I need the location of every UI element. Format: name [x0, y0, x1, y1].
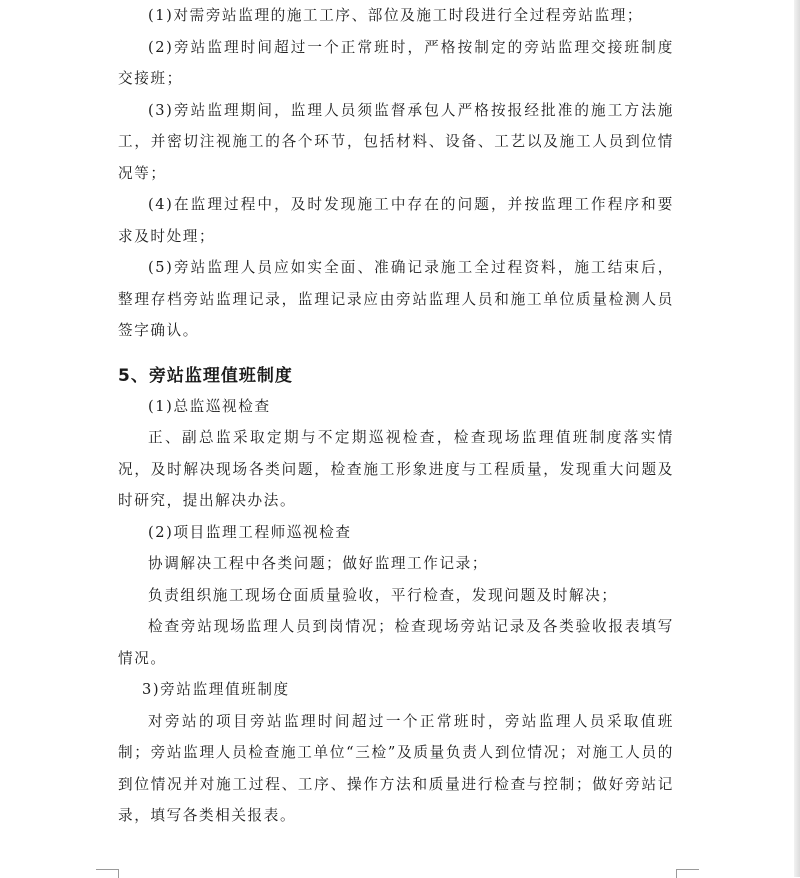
subsection-2-title: (2)项目监理工程师巡视检查: [148, 523, 352, 541]
method-item-4: (4)在监理过程中，及时发现施工中存在的问题，并按监理工作程序和要求及时处理；: [118, 196, 674, 245]
method-item-1: (1)对需旁站监理的施工工序、部位及施工时段进行全过程旁站监理；: [148, 7, 644, 24]
section-5-heading: 5、旁站监理值班制度: [118, 365, 293, 386]
document-body: [118, 0, 674, 832]
method-item-2: (2)旁站监理时间超过一个正常班时，严格按制定的旁站监理交接班制度交接班；: [118, 38, 674, 87]
method-item-5: (5)旁站监理人员应如实全面、准确记录施工全过程资料，施工结束后，整理存档旁站监理记录，监理记录应由旁站监理人员和施工单位质量检测人员签字确认。: [118, 259, 674, 339]
subsection-1-title: (1)总监巡视检查: [148, 397, 271, 415]
page-edge-shadow: [794, 0, 800, 877]
subsection-2-line-1: 协调解决工程中各类问题；做好监理工作记录；: [148, 555, 489, 572]
subsection-2-line-2: 负责组织施工现场仓面质量验收，平行检查，发现问题及时解决；: [148, 586, 618, 604]
subsection-3-body: 对旁站的项目旁站监理时间超过一个正常班时，旁站监理人员采取值班制；旁站监理人员检查施工单位“三检”及质量负责人到位情况；对施工人员的到位情况并对施工过程、工序、操作方法和质量进行检查与控制；做好旁站记录，填写各类相关报表。: [118, 712, 674, 824]
subsection-1-body: 正、副总监采取定期与不定期巡视检查，检查现场监理值班制度落实情况，及时解决现场各类问题，检查施工形象进度与工程质量，发现重大问题及时研究，提出解决办法。: [118, 429, 674, 509]
method-item-3: (3)旁站监理期间，监理人员须监督承包人严格按报经批准的施工方法施工，并密切注视施工的各个环节，包括材料、设备、工艺以及施工人员到位情况等；: [118, 101, 674, 182]
subsection-2-line-3: 检查旁站现场监理人员到岗情况；检查现场旁站记录及各类验收报表填写情况。: [118, 618, 674, 667]
subsection-3-title: 3)旁站监理值班制度: [142, 681, 290, 698]
